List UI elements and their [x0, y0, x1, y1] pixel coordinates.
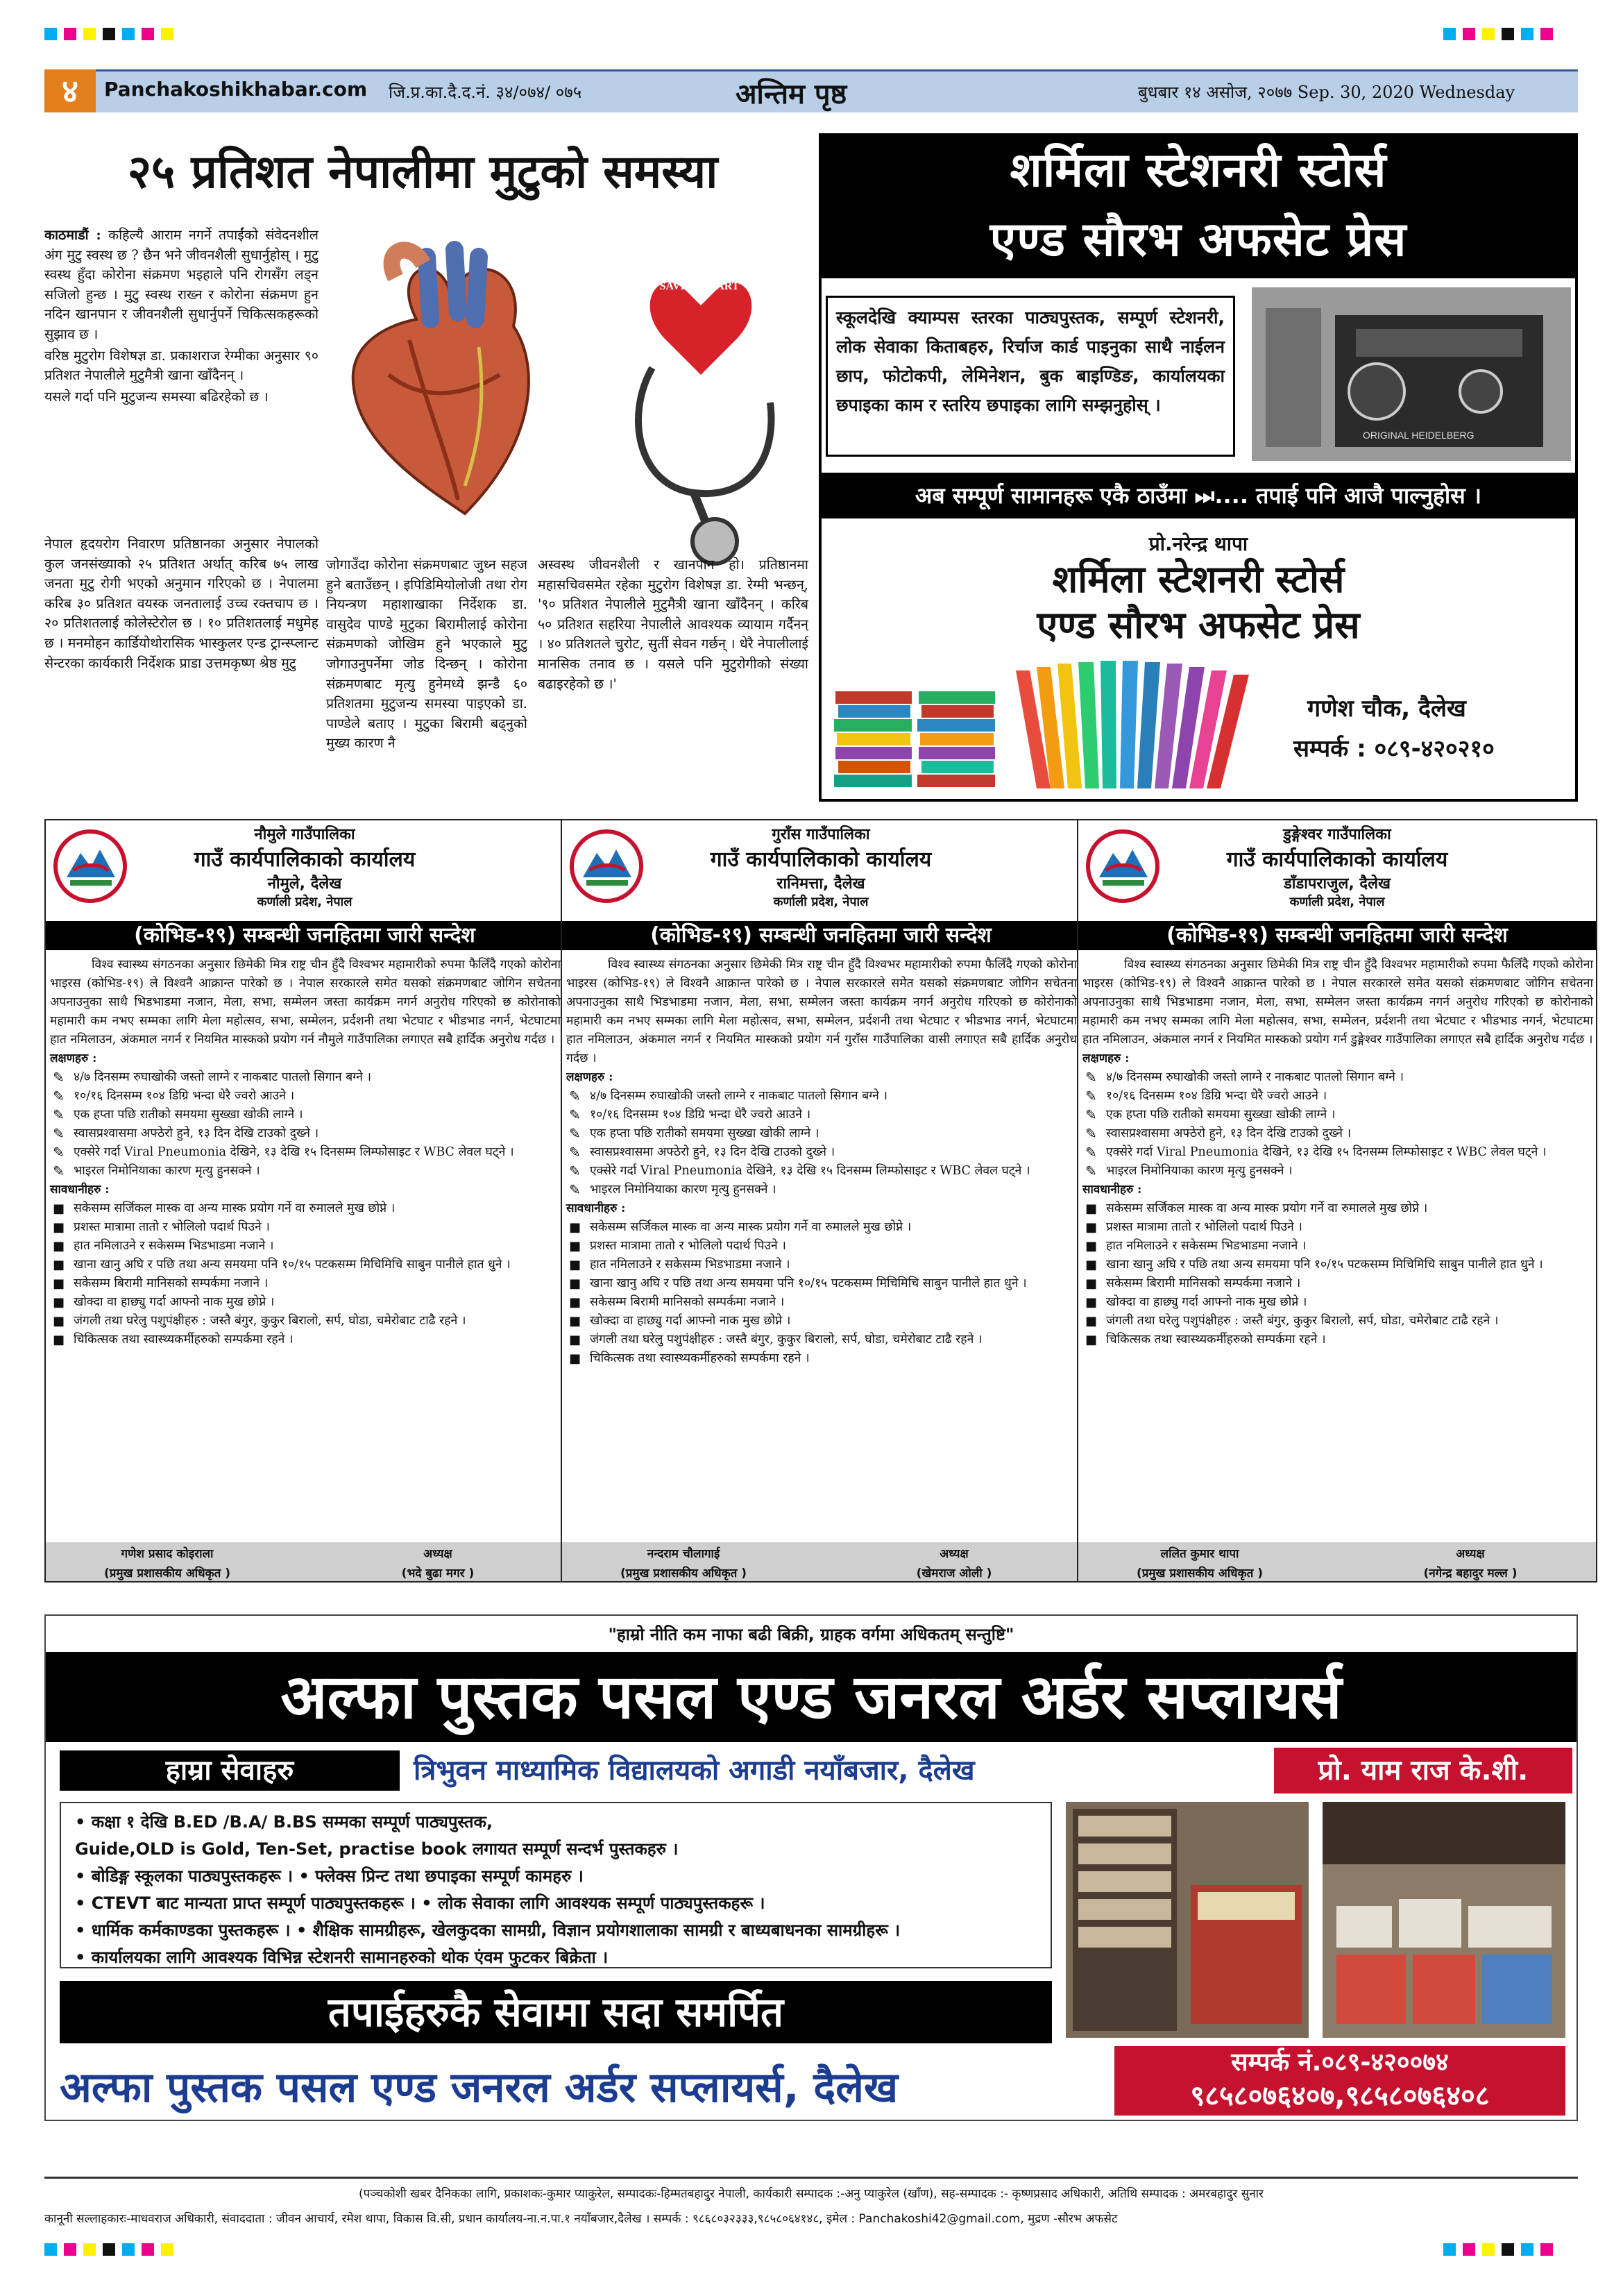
precaution-item: ■ जंगली तथा घरेलु पशुपंक्षीहरु : जस्तै बंगुर, कुकुर बिरालो, सर्प, घोडा, चमेरोबाट टाढै रहने ।	[566, 1331, 1077, 1349]
bookshop-name-bottom: अल्फा पुस्तक पसल एण्ड जनरल अर्डर सप्लायर्स, दैलेख	[60, 2063, 899, 2112]
symptoms-heading: लक्षणहरु :	[566, 1070, 613, 1084]
section-title: अन्तिम पृष्ठ	[736, 78, 847, 110]
precaution-item: ■ सकेसम्म बिरामी मानिसको सम्पर्कमा नजाने ।	[1082, 1274, 1593, 1293]
paragraph: वरिष्ठ मुटुरोग विशेषज्ञ डा. प्रकाशराज रेग्मीका अनुसार ९० प्रतिशत नेपालीले मुटुमैत्री खाना खाँदैनन् ।	[44, 347, 318, 384]
stationery-name-mid	[822, 557, 1575, 648]
service-line: • कक्षा १ देखि B.ED /B.A/ B.BS सम्मका सम्पूर्ण पाठ्यपुस्तक,	[75, 1812, 493, 1832]
official-name: गणेश प्रसाद कोइराला	[121, 1547, 214, 1561]
precaution-item: ■ जंगली तथा घरेलु पशुपंक्षीहरु : जस्तै बंगुर, कुकुर बिरालो, सर्प, घोडा, चमेरोबाट टाढै रहने ।	[50, 1312, 561, 1331]
province-name: कर्णाली प्रदेश, नेपाल	[257, 895, 352, 909]
municipality-name: नौमुले गाउँपालिका	[254, 826, 355, 843]
page-number: ४	[44, 69, 96, 112]
bookshop-contact-1: सम्पर्क नं.०८९-४२००७४	[1231, 2048, 1449, 2077]
precaution-item: ■ सकेसम्म बिरामी मानिसको सम्पर्कमा नजाने ।	[566, 1293, 1077, 1312]
symptoms-list	[566, 1087, 1077, 1199]
precaution-item: ■ चिकित्सक तथा स्वास्थ्यकर्मीहरुको सम्पर्कमा रहने ।	[50, 1331, 561, 1349]
article-column-1-bottom: नेपाल हृदयरोग निवारण प्रतिष्ठानका अनुसार नेपालको कुल जनसंख्याको २५ प्रतिशत अर्थात् करिब ७५ लाख जनता मुटु रोगी भएको अनुमान गरिएको छ । नेपालमा करिब ३० प्रतिशत वयस्क जनतालाई उच्च रक्तचाप छ । २० प्रतिशतलाई कोलेस्टेरोल छ । १० प्रतिशतलाई मधुमेह छ । मनमोहन कार्डियोथोरासिक भास्कुलर एन्ड ट्रान्स्प्लान्ट सेन्टरका कार्यकारी निर्देशक प्राडा उत्तमकृष्ण श्रेष्ठ मुटु	[44, 536, 318, 671]
precaution-item: ■ चिकित्सक तथा स्वास्थ्यकर्मीहरुको सम्पर्कमा रहने ।	[566, 1349, 1077, 1368]
stationery-tagline-bar: अब सम्पूर्ण सामानहरू एकै ठाउँमा ⏭.... तपाई पनि आजै पाल्नुहोस ।	[822, 473, 1575, 518]
official-name: नन्दराम चौलागाई	[647, 1547, 720, 1561]
precaution-item: ■ हात नमिलाउने र सकेसम्म भिडभाडमा नजाने ।	[50, 1237, 561, 1256]
symptom-item: ✎ स्वासप्रश्वासमा अफ्ठेरो हुने, १३ दिन देखि टाउको दुख्ने ।	[566, 1143, 1077, 1162]
stationery-name-mid1: शर्मिला स्टेशनरी स्टोर्स	[1052, 557, 1345, 601]
heart-illustration	[305, 236, 597, 541]
official-title: (प्रमुख प्रशासकीय अधिकृत )	[1136, 1567, 1264, 1580]
services-label: हाम्रा सेवाहरु	[60, 1750, 400, 1791]
symptom-item: ✎ भाइरल निमोनियाका कारण मृत्यु हुनसक्ने ।	[566, 1181, 1077, 1199]
municipality-name: डुङ्गेश्वर गाउँपालिका	[1283, 826, 1391, 843]
precaution-item: ■ खोक्दा वा हाछ्यु गर्दा आफ्नो नाक मुख छोप्ने ।	[566, 1312, 1077, 1331]
notice-signatures	[46, 1542, 563, 1582]
notice-header	[562, 820, 1080, 910]
bookshop-slogan: "हाम्रो नीति कम नाफा बढी बिक्री, ग्राहक वर्गमा अधिकतम् सन्तुष्टि"	[608, 1625, 1014, 1644]
precaution-item: ■ सकेसम्म सर्जिकल मास्क वा अन्य मास्क प्रयोग गर्ने वा रुमालले मुख छोप्ने ।	[566, 1218, 1077, 1237]
office-place: रानिमत्ता, दैलेख	[776, 875, 865, 893]
covid-notice	[561, 819, 1081, 1582]
stationery-advertisement	[819, 133, 1578, 802]
official-title: (प्रमुख प्रशासकीय अधिकृत )	[103, 1567, 231, 1580]
symptom-item: ✎ एक हप्ता पछि रातीको समयमा सुख्खा खोकी लाग्ने ।	[50, 1106, 561, 1124]
stationery-name-line1: शर्मिला स्टेशनरी स्टोर्स	[1010, 143, 1387, 198]
symptom-item: ✎ भाइरल निमोनियाका कारण मृत्यु हुनसक्ने ।	[1082, 1162, 1593, 1181]
bookshop-advertisement	[44, 1614, 1578, 2121]
bookshop-address: त्रिभुवन माध्यामिक विद्यालयको अगाडी नयाँबजार, दैलेख	[414, 1755, 975, 1787]
symptoms-heading: लक्षणहरु :	[50, 1052, 97, 1065]
precaution-item: ■ खाना खानु अघि र पछि तथा अन्य समयमा पनि १०/१५ पटकसम्म मिचिमिचि साबुन पानीले हात धुने ।	[566, 1274, 1077, 1293]
stationery-ad-banner	[822, 136, 1575, 278]
color-strip-top-left	[44, 28, 180, 43]
dateline: काठमाडौं :	[44, 227, 101, 243]
notice-title: (कोभिड-१९) सम्बन्धी जनहितमा जारी सन्देश	[562, 921, 1080, 950]
precaution-item: ■ जंगली तथा घरेलु पशुपंक्षीहरु : जस्तै बंगुर, कुकुर बिरालो, सर्प, घोडा, चमेरोबाट टाढै रहने ।	[1082, 1312, 1593, 1331]
symptom-item: ✎ १०/१६ दिनसम्म १०४ डिग्रि भन्दा धेरै ज्वरो आउने ।	[566, 1106, 1077, 1124]
footer-credits-line2: कानूनी सल्लाहकारः-माधवराज अधिकारी, संवाददाता : जीवन आचार्य, रमेश थापा, विकास वि.सी, प्रधान कार्यालय-ना.न.पा.१ नयाँबजार,दैलेख । सम्पर्क : ९८६८०३२३३३,९८५८०६४१४८, इमेल : Panchakoshi42@gmail.com, मुद्रण -सौरभ अफसेट	[44, 2212, 1118, 2226]
office-name: गाउँ कार्यपालिकाको कार्यालय	[194, 847, 416, 872]
stationery-location: गणेश चौक, दैलेख	[1307, 695, 1466, 723]
color-strip-bottom-left	[44, 2243, 180, 2259]
symptom-item: ✎ १०/१६ दिनसम्म १०४ डिग्रि भन्दा धेरै ज्वरो आउने ।	[50, 1087, 561, 1106]
precautions-list	[566, 1218, 1077, 1368]
registration-number: जि.प्र.का.दै.द.नं. ३४/०७४/ ०७५	[389, 83, 582, 102]
symptoms-heading: लक्षणहरु :	[1082, 1052, 1130, 1065]
paragraph: यसले गर्दा पनि मुटुजन्य समस्या बढिरहेको छ ।	[44, 388, 269, 405]
bookshop-photo-2	[1323, 1802, 1565, 2038]
stationery-name-mid2: एण्ड सौरभ अफसेट प्रेस	[1037, 603, 1360, 647]
bookshop-contact-box	[1114, 2046, 1565, 2116]
notice-title: (कोभिड-१९) सम्बन्धी जनहितमा जारी सन्देश	[1078, 921, 1596, 950]
notice-body	[566, 956, 1077, 1368]
symptom-item: ✎ ४/७ दिनसम्म रुघाखोकी जस्तो लाग्ने र नाकबाट पातलो सिगान बग्ने ।	[566, 1087, 1077, 1106]
precaution-item: ■ हात नमिलाउने र सकेसम्म भिडभाडमा नजाने ।	[566, 1256, 1077, 1274]
precaution-item: ■ प्रशस्त मात्रामा तातो र भोलिलो पदार्थ पिउने ।	[566, 1237, 1077, 1256]
precaution-item: ■ चिकित्सक तथा स्वास्थ्यकर्मीहरुको सम्पर्कमा रहने ।	[1082, 1331, 1593, 1349]
notice-signatures	[1078, 1542, 1596, 1582]
chair-name: (नगेन्द्र बहादुर मल्ल )	[1423, 1567, 1518, 1580]
symptom-item: ✎ एक हप्ता पछि रातीको समयमा सुख्खा खोकी लाग्ने ।	[566, 1124, 1077, 1143]
service-line: Guide,OLD is Gold, Ten-Set, practise book लगायत सम्पूर्ण सन्दर्भ पुस्तकहरु ।	[75, 1839, 679, 1859]
municipality-name: गुराँस गाउँपालिका	[772, 826, 870, 843]
article-column-3: अस्वस्थ जीवनशैली र खानपान हो। प्रतिष्ठानमा महासचिवसमेत रहेका मुटुरोग विशेषज्ञ डा. रेग्मी भन्छन्, '९० प्रतिशत नेपालीले मुटुमैत्री खाना खाँदैनन् । करिब ५० प्रतिशत सहरिया नेपालीले आवश्यक व्यायाम गर्दैनन् । ४० प्रतिशतले चुरोट, सुर्ती सेवन गर्छन् । धेरै नेपालीलाई मानसिक तनाव छ । यसले पनि मुटुरोगीको संख्या बढाइरहेको छ ।'	[538, 557, 808, 692]
bookshop-name-banner: अल्फा पुस्तक पसल एण्ड जनरल अर्डर सप्लायर्स	[46, 1652, 1577, 1742]
footer-credits-line1: (पञ्चकोशी खबर दैनिकका लागि, प्रकाशकः-कुमार प्याकुरेल, सम्पादकः-हिम्मतबहादुर नेपाली, कार्यकारी सम्पादक :-अनु प्याकुरेल (खाँण), सह-सम्पादक :- कृष्णप्रसाद अधिकारी, अतिथि सम्पादक : अमरबहादुर सुनार	[358, 2187, 1264, 2201]
precaution-item: ■ खोक्दा वा हाछ्यु गर्दा आफ्नो नाक मुख छोप्ने ।	[50, 1293, 561, 1312]
chair-label: अध्यक्ष	[1456, 1547, 1485, 1561]
office-place: डाँडापराजुल, दैलेख	[1284, 875, 1391, 893]
service-line: • बोडिङ्ग स्कूलका पाठ्यपुस्तकहरू । • फ्लेक्स प्रिन्ट तथा छपाइका सम्पूर्ण कामहरु ।	[75, 1866, 584, 1886]
precaution-item: ■ खोक्दा वा हाछ्यु गर्दा आफ्नो नाक मुख छोप्ने ।	[1082, 1293, 1593, 1312]
symptoms-list	[1082, 1068, 1593, 1181]
symptom-item: ✎ भाइरल निमोनियाका कारण मृत्यु हुनसक्ने ।	[50, 1162, 561, 1181]
service-line: • CTEVT बाट मान्यता प्राप्त सम्पूर्ण पाठ्यपुस्तकहरू । • लोक सेवाका लागि आवश्यक सम्पूर्ण पाठ्यपुस्तकहरू ।	[75, 1893, 765, 1913]
notice-body	[50, 956, 561, 1349]
precautions-heading: सावधानीहरु :	[50, 1183, 110, 1197]
symptom-item: ✎ स्वासप्रश्वासमा अफ्ठेरो हुने, १३ दिन देखि टाउको दुख्ने ।	[50, 1124, 561, 1143]
covid-notice	[44, 819, 565, 1582]
precautions-list	[50, 1199, 561, 1349]
color-strip-bottom-right	[1443, 2243, 1560, 2259]
precaution-item: ■ खाना खानु अघि र पछि तथा अन्य समयमा पनि १०/१५ पटकसम्म मिचिमिचि साबुन पानीले हात धुने ।	[1082, 1256, 1593, 1274]
symptom-item: ✎ एक्सेरे गर्दा Viral Pneumonia देखिने, १३ देखि १५ दिनसम्म लिम्फोसाइट र WBC लेवल घट्ने ।	[1082, 1143, 1593, 1162]
article-column-1-top	[44, 226, 318, 531]
notice-intro: विश्व स्वास्थ्य संगठनका अनुसार छिमेकी मित्र राष्ट्र चीन हुँदै विश्वभर महामारीको रुपमा फैलिँदै गएको कोरोना भाइरस (कोभिड-१९) ले विश्वनै आक्रान्त पारेको छ । नेपाल सरकारले समेत यसको संक्रमणबाट जोगिन सचेतना अपनाउनुका साथै भिडभाडमा नजान, मेला, सभा, सम्मेलन जस्ता कार्यक्रम नगर्न अनुरोध गरिएको छ कोरोनाको महामारी कम नभए सम्मका लागि मेला महोत्सव, सभा, सम्मेलन, प्रर्दशनी तथा भेटघाट र भीडभाड नगर्न, भेटघाटमा हात नमिलाउन, अंकमाल नगर्न र नियमित मास्कको प्रयोग गर्न डुङ्गेश्वर गाउँपालिका लगाएत सबै हार्दिक अनुरोध गर्दछ ।	[1082, 958, 1593, 1047]
site-name[interactable]: Panchakoshikhabar.com	[104, 78, 368, 101]
bookshop-contact-2: ९८५८०७६४०७,९८५८०७६४०८	[1190, 2080, 1490, 2112]
service-line: • धार्मिक कर्मकाण्डका पुस्तकहरू । • शैक्षिक सामग्रीहरू, खेलकुदका सामग्री, विज्ञान प्रयोगशालाका सामग्री र बाध्यबाधनका सामग्रीहरू ।	[75, 1921, 901, 1940]
precaution-item: ■ सकेसम्म सर्जिकल मास्क वा अन्य मास्क प्रयोग गर्ने वा रुमालले मुख छोप्ने ।	[1082, 1199, 1593, 1218]
issue-date: बुधबार १४ असोज, २०७७ Sep. 30, 2020 Wednesday	[1138, 83, 1515, 102]
press-label: ORIGINAL HEIDELBERG	[1363, 430, 1475, 441]
office-name: गाउँ कार्यपालिकाको कार्यालय	[1226, 847, 1448, 872]
bookshop-proprietor: प्रो. याम राज के.शी.	[1274, 1748, 1572, 1793]
precautions-heading: सावधानीहरु :	[566, 1201, 626, 1215]
office-place: नौमुले, दैलेख	[267, 875, 342, 893]
province-name: कर्णाली प्रदेश, नेपाल	[773, 895, 869, 909]
notice-header	[46, 820, 563, 910]
article-column-2: जोगाउँदा कोरोना संक्रमणबाट जुध्न सहज हुने बताउँछन् । इपिडिमियोलोजी तथा रोग नियन्त्रण महाशाखाका निर्देशक डा. वासुदेव पाण्डे मुटुका बिरामीलाई कोरोना संक्रमणको जोखिम हुने भएकाले मुटु जोगाउनुपर्नेमा जोड दिन्छन् । कोरोना संक्रमणबाट मृत्यु हुनेमध्ये झन्डै ६० प्रतिशतमा मुटुजन्य समस्या पाइएको डा. पाण्डेले बताए । मुटुका बिरामी बढ्नुको मुख्य कारण नै	[326, 557, 527, 752]
precautions-list	[1082, 1199, 1593, 1349]
symptom-item: ✎ एक्सेरे गर्दा Viral Pneumonia देखिने, १३ देखि १५ दिनसम्म लिम्फोसाइट र WBC लेवल घट्ने ।	[50, 1143, 561, 1162]
precautions-heading: सावधानीहरु :	[1082, 1183, 1142, 1197]
symptom-item: ✎ १०/१६ दिनसम्म १०४ डिग्रि भन्दा धेरै ज्वरो आउने ।	[1082, 1087, 1593, 1106]
symptom-item: ✎ एक्सेरे गर्दा Viral Pneumonia देखिने, १३ देखि १५ दिनसम्म लिम्फोसाइट र WBC लेवल घट्ने ।	[566, 1162, 1077, 1181]
precaution-item: ■ सकेसम्म बिरामी मानिसको सम्पर्कमा नजाने ।	[50, 1274, 561, 1293]
symptom-item: ✎ ४/७ दिनसम्म रुघाखोकी जस्तो लाग्ने र नाकबाट पातलो सिगान बग्ने ।	[1082, 1068, 1593, 1087]
stationery-contact: सम्पर्क : ०८९-४२०२१०	[1293, 735, 1495, 763]
service-line: • कार्यालयका लागि आवश्यक विभिन्न स्टेशनरी सामानहरुको थोक एंवम फुटकर बिक्रेता ।	[75, 1948, 609, 1967]
symptom-item: ✎ ४/७ दिनसम्म रुघाखोकी जस्तो लाग्ने र नाकबाट पातलो सिगान बग्ने ।	[50, 1068, 561, 1087]
official-title: (प्रमुख प्रशासकीय अधिकृत )	[620, 1567, 747, 1580]
precaution-item: ■ सकेसम्म सर्जिकल मास्क वा अन्य मास्क प्रयोग गर्ने वा रुमालले मुख छोप्ने ।	[50, 1199, 561, 1218]
paragraph: कहिल्यै आराम नगर्ने तपाईंको संवेदनशील अंग मुटु स्वस्थ छ ? छैन भने जीवनशैली सुधार्नुहोस् । मुटु स्वस्थ हुँदा कोरोना संक्रमण भइहाले पनि रोगसँग लड्न सजिलो हुन्छ । मुटु स्वस्थ राख्न र कोरोना संक्रमण हुन नदिन खानपान र जीवनशैली सुधार्नुपर्ने चिकित्सकहरूको सुझाव छ ।	[44, 227, 318, 342]
stationery-proprietor: प्रो.नरेन्द्र थापा	[1148, 532, 1248, 555]
printing-press-photo	[1252, 287, 1571, 461]
notice-body	[1082, 956, 1593, 1349]
article-headline: २५ प्रतिशत नेपालीमा मुटुको समस्या	[127, 145, 718, 199]
stationery-description: स्कूलदेखि क्याम्पस स्तरका पाठ्यपुस्तक, सम्पूर्ण स्टेशनरी, लोक सेवाका किताबहरु, रिर्चाज कार्ड पाइनुका साथै नाईलन छाप, फोटोकपी, लेमिनेशन, बुक बाइण्डिङ, कार्यालयका छपाइका काम र स्तरिय छपाइका लागि सम्झनुहोस् ।	[826, 296, 1235, 457]
save-a-heart-badge: SAVE A HEART	[659, 280, 740, 292]
color-strip-top-right	[1443, 28, 1560, 43]
precaution-item: ■ प्रशस्त मात्रामा तातो र भोलिलो पदार्थ पिउने ।	[50, 1218, 561, 1237]
province-name: कर्णाली प्रदेश, नेपाल	[1289, 895, 1385, 909]
precaution-item: ■ हात नमिलाउने र सकेसम्म भिडभाडमा नजाने ।	[1082, 1237, 1593, 1256]
stationery-name-line2: एण्ड सौरभ अफसेट प्रेस	[989, 212, 1407, 267]
services-list	[60, 1802, 1052, 1968]
chair-label: अध्यक्ष	[423, 1547, 452, 1561]
notice-intro: विश्व स्वास्थ्य संगठनका अनुसार छिमेकी मित्र राष्ट्र चीन हुँदै विश्वभर महामारीको रुपमा फैलिँदै गएको कोरोना भाइरस (कोभिड-१९) ले विश्वनै आक्रान्त पारेको छ । नेपाल सरकारले समेत यसको संक्रमणबाट जोगिन सचेतना अपनाउनुका साथै भिडभाडमा नजान, मेला, सभा, सम्मेलन जस्ता कार्यक्रम नगर्न अनुरोध गरिएको छ कोरोनाको महामारी कम नभए सम्मका लागि मेला महोत्सव, सभा, सम्मेलन, प्रर्दशनी तथा भेटघाट र भीडभाड नगर्न, भेटघाटमा हात नमिलाउन, अंकमाल नगर्न र नियमित मास्कको प्रयोग गर्न गुराँस गाउँपालिका वासी लगाएत सबै हार्दिक अनुरोध गर्दछ ।	[566, 958, 1077, 1065]
official-name: ललित कुमार थापा	[1160, 1547, 1239, 1561]
symptoms-list	[50, 1068, 561, 1181]
precaution-item: ■ खाना खानु अघि र पछि तथा अन्य समयमा पनि १०/१५ पटकसम्म मिचिमिचि साबुन पानीले हात धुने ।	[50, 1256, 561, 1274]
books-illustration	[829, 650, 1286, 795]
chair-label: अध्यक्ष	[940, 1547, 969, 1561]
chair-name: (खेमराज ओली )	[916, 1567, 992, 1580]
notice-header	[1078, 820, 1596, 910]
office-name: गाउँ कार्यपालिकाको कार्यालय	[710, 847, 932, 872]
notice-title: (कोभिड-१९) सम्बन्धी जनहितमा जारी सन्देश	[46, 921, 563, 950]
symptom-item: ✎ स्वासप्रश्वासमा अफ्ठेरो हुने, १३ दिन देखि टाउको दुख्ने ।	[1082, 1124, 1593, 1143]
precaution-item: ■ प्रशस्त मात्रामा तातो र भोलिलो पदार्थ पिउने ।	[1082, 1218, 1593, 1237]
covid-notice	[1077, 819, 1597, 1582]
notice-intro: विश्व स्वास्थ्य संगठनका अनुसार छिमेकी मित्र राष्ट्र चीन हुँदै विश्वभर महामारीको रुपमा फैलिँदै गएको कोरोना भाइरस (कोभिड-१९) ले विश्वनै आक्रान्त पारेको छ । नेपाल सरकारले समेत यसको संक्रमणबाट जोगिन सचेतना अपनाउनुका साथै भिडभाडमा नजान, मेला, सभा, सम्मेलन जस्ता कार्यक्रम नगर्न अनुरोध गरिएको छ कोरोनाको महामारी कम नभए सम्मका लागि मेला महोत्सव, सभा, सम्मेलन, प्रर्दशनी तथा भेटघाट र भीडभाड नगर्न, भेटघाटमा हात नमिलाउन, अंकमाल नगर्न र नियमित मास्कको प्रयोग गर्न नौमुले गाउँपालिका लगाएत सबै हार्दिक अनुरोध गर्दछ ।	[50, 958, 561, 1047]
symptom-item: ✎ एक हप्ता पछि रातीको समयमा सुख्खा खोकी लाग्ने ।	[1082, 1106, 1593, 1124]
bookshop-tagline: तपाईहरुकै सेवामा सदा समर्पित	[60, 1981, 1052, 2043]
footer-divider	[44, 2177, 1578, 2179]
stethoscope-icon	[611, 264, 812, 569]
notice-signatures	[562, 1542, 1080, 1582]
chair-name: (भदे बुढा मगर )	[401, 1567, 475, 1580]
bookshop-photo-1	[1066, 1802, 1309, 2038]
